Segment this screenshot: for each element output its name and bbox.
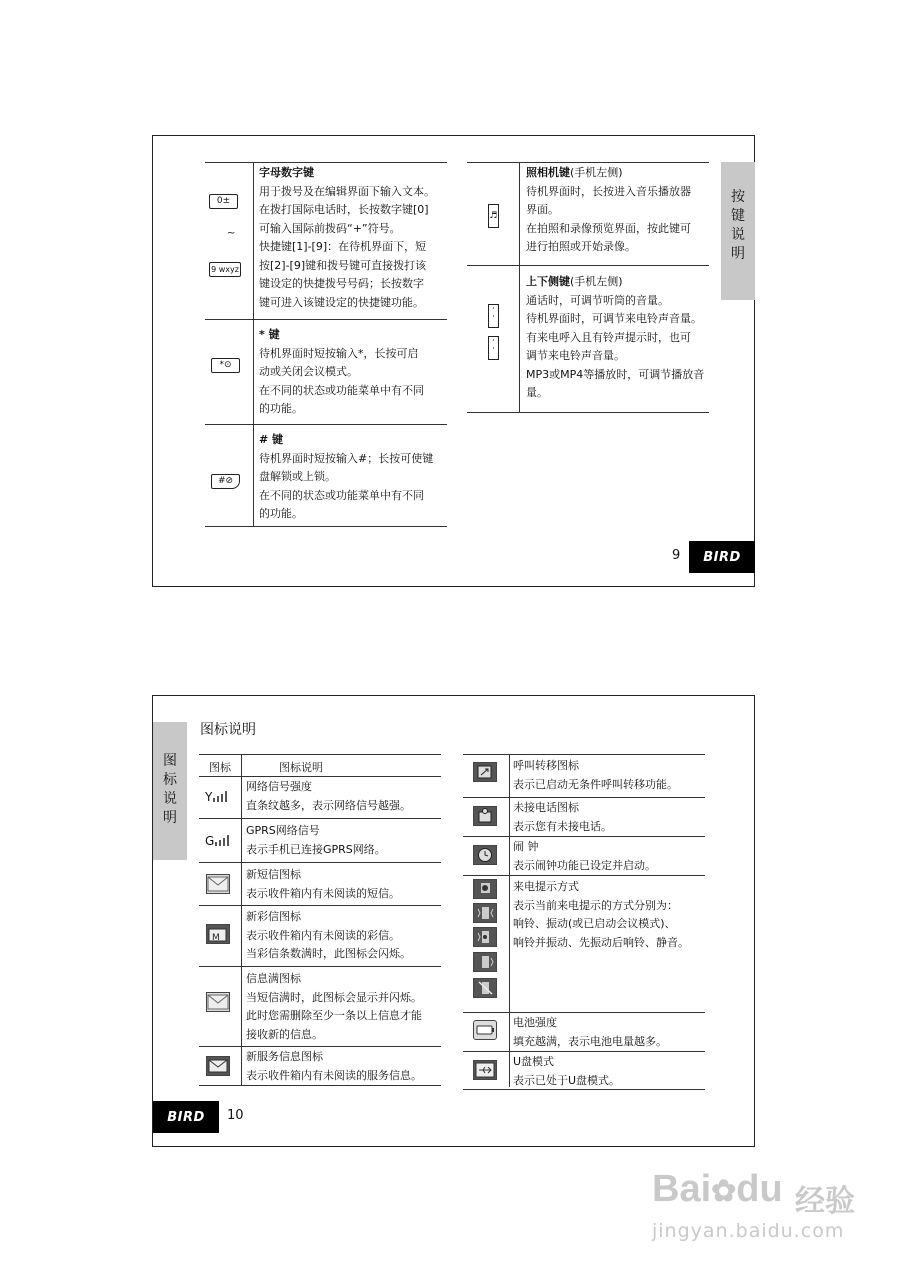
- entry-title: 新短信图标: [246, 868, 301, 881]
- row-rule: [199, 818, 441, 819]
- entry-line: 调节来电铃声音量。: [526, 349, 625, 362]
- column-header-description: 图标说明: [279, 761, 323, 774]
- entry-side-keys: [526, 273, 704, 403]
- entry-usb-mode: [513, 1053, 620, 1090]
- usb-mode-icon: [473, 1060, 497, 1080]
- entry-title: 照相机键: [526, 166, 570, 179]
- gprs-signal-icon: G: [205, 834, 232, 848]
- watermark-url: jingyan.baidu.com: [652, 1220, 845, 1242]
- entry-line: 表示当前来电提示的方式分别为：: [513, 898, 678, 912]
- service-message-icon: [206, 1056, 230, 1076]
- entry-line: 键设定的快捷拨号号码；长按数字: [259, 277, 424, 290]
- entry-missed-call: [513, 799, 612, 836]
- row-rule: [205, 319, 447, 320]
- row-rule: [199, 905, 441, 906]
- vibrate-then-ring-icon: [473, 952, 497, 972]
- entry-line: 待机界面时，可调节来电铃声音量。: [526, 312, 702, 325]
- entry-line: 在拨打国际电话时，长按数字键[0]: [259, 203, 429, 216]
- entry-line: 在拍照和录像预览界面，按此键可: [526, 221, 691, 235]
- entry-line: 填充越满，表示电池电量越多。: [513, 1034, 667, 1048]
- entry-line: 当短信满时，此图标会显示并闪烁。: [246, 990, 422, 1004]
- entry-title: 未接电话图标: [513, 801, 579, 814]
- volume-up-key-icon: · ·: [488, 304, 499, 328]
- entry-title: 信息满图标: [246, 972, 301, 985]
- hash-key-icon: #⊘: [211, 474, 240, 489]
- entry-title: 字母数字键: [259, 166, 314, 179]
- entry-line: 在不同的状态或功能菜单中有不同: [259, 383, 424, 397]
- entry-line: 量。: [526, 386, 548, 399]
- entry-hash-key: [259, 431, 433, 524]
- entry-message-full: [246, 970, 422, 1044]
- row-rule: [199, 862, 441, 863]
- range-tilde: ~: [227, 228, 236, 239]
- entry-title-note: (手机左侧): [570, 275, 623, 288]
- entry-line: 表示收件箱内有未阅读的服务信息。: [246, 1068, 422, 1082]
- entry-title: 闹 钟: [513, 840, 539, 853]
- key-9-icon: 9 wxyz: [209, 262, 241, 277]
- entry-line: 有来电呼入且有铃声提示时，也可: [526, 330, 691, 344]
- paw-icon: ✿: [711, 1175, 737, 1208]
- watermark-brand: Bai✿du: [652, 1168, 783, 1210]
- entry-line: 直条纹越多，表示网络信号越强。: [246, 798, 411, 812]
- entry-title: 上下侧键: [526, 275, 570, 288]
- entry-line: 进行拍照或开始录像。: [526, 240, 636, 253]
- entry-call-forward: [513, 757, 678, 794]
- entry-line: 表示收件箱内有未阅读的彩信。: [246, 928, 400, 942]
- entry-line: 通话时，可调节听筒的音量。: [526, 293, 669, 307]
- row-rule: [463, 1012, 705, 1013]
- entry-battery: [513, 1014, 667, 1051]
- entry-line: 界面。: [526, 203, 559, 216]
- entry-line: 待机界面时短按输入#；长按可使键: [259, 451, 434, 465]
- table-bottom-rule: [467, 412, 709, 413]
- entry-line: 接收新的信息。: [246, 1027, 323, 1041]
- entry-line: 按[2]-[9]键和拨号键可直接拨打该: [259, 258, 427, 272]
- entry-title: 电池强度: [513, 1016, 557, 1029]
- entry-line: 的功能。: [259, 402, 303, 415]
- column-header-icon: 图标: [209, 761, 231, 774]
- entry-star-key: [259, 326, 424, 419]
- watermark-suffix: 经验: [795, 1184, 855, 1219]
- table-top-rule: [205, 162, 447, 163]
- entry-line: 响铃、振动(或已启动会议模式)、: [513, 917, 676, 930]
- svg-text:M: M: [212, 933, 220, 943]
- table-bottom-rule: [463, 1089, 705, 1090]
- entry-line: 的功能。: [259, 507, 303, 520]
- ring-vibrate-icon: [473, 927, 497, 947]
- side-tab-icons: 图 标 说 明: [153, 722, 187, 860]
- column-divider: [509, 754, 510, 1087]
- alarm-clock-icon: [473, 845, 497, 865]
- page-number: 10: [227, 1108, 244, 1123]
- bird-logo: BIRD: [153, 1101, 219, 1133]
- key-0-icon: 0±: [209, 194, 238, 209]
- call-forward-icon: [473, 762, 497, 782]
- entry-signal: [246, 778, 411, 815]
- entry-title: * 键: [259, 328, 280, 341]
- entry-line: 此时您需删除至少一条以上信息才能: [246, 1009, 422, 1022]
- entry-line: 当彩信条数满时，此图标会闪烁。: [246, 947, 411, 960]
- entry-camera-key: [526, 164, 691, 257]
- camera-key-icon: ♬: [488, 204, 499, 228]
- entry-title: # 键: [259, 433, 284, 446]
- entry-title: 呼叫转移图标: [513, 759, 579, 772]
- entry-title: U盘模式: [513, 1055, 555, 1068]
- entry-line: 动或关闭会议模式。: [259, 365, 358, 378]
- missed-call-icon: [473, 806, 497, 826]
- table-bottom-rule: [205, 526, 447, 527]
- row-rule: [205, 424, 447, 425]
- battery-icon: [473, 1020, 497, 1040]
- column-divider: [241, 754, 242, 1085]
- entry-new-sms: [246, 866, 400, 903]
- entry-title: GPRS网络信号: [246, 824, 320, 837]
- table-top-rule: [463, 754, 705, 755]
- entry-new-mms: [246, 908, 411, 964]
- column-divider: [253, 162, 254, 526]
- new-sms-icon: [206, 874, 230, 894]
- entry-line: 可输入国际前拨码“+”符号。: [259, 221, 401, 235]
- row-rule: [463, 875, 705, 876]
- entry-line: 表示收件箱内有未阅读的短信。: [246, 886, 400, 900]
- message-full-icon: [206, 992, 230, 1012]
- entry-title: 网络信号强度: [246, 780, 312, 793]
- row-rule: [463, 836, 705, 837]
- column-divider: [519, 162, 520, 412]
- entry-ring-mode: [513, 878, 689, 952]
- entry-line: 待机界面时短按输入*，长按可启: [259, 346, 419, 360]
- volume-down-key-icon: · ·: [488, 336, 499, 360]
- entry-service-message: [246, 1048, 422, 1085]
- table-top-rule: [467, 162, 709, 163]
- row-rule: [199, 966, 441, 967]
- bird-logo: BIRD: [689, 541, 755, 573]
- entry-line: 键可进入该键设定的快捷键功能。: [259, 295, 424, 309]
- manual-page-10: [152, 695, 755, 1147]
- entry-line: 在不同的状态或功能菜单中有不同: [259, 488, 424, 502]
- table-bottom-rule: [199, 1085, 441, 1086]
- entry-alarm: [513, 838, 656, 875]
- entry-title: 来电提示方式: [513, 880, 579, 893]
- row-rule: [467, 265, 709, 266]
- entry-line: 响铃并振动、先振动后响铃、静音。: [513, 935, 689, 949]
- row-rule: [463, 797, 705, 798]
- vibrate-icon: [473, 903, 497, 923]
- entry-line: 表示您有未接电话。: [513, 819, 612, 833]
- entry-line: 表示已处于U盘模式。: [513, 1073, 621, 1087]
- entry-gprs: [246, 822, 386, 859]
- entry-line: 用于拨号及在编辑界面下输入文本。: [259, 184, 435, 198]
- row-rule: [463, 1051, 705, 1052]
- signal-icon: Y: [205, 790, 230, 804]
- ring-icon: [473, 879, 497, 899]
- side-tab-keys: 按 键 说 明: [721, 162, 755, 300]
- star-key-icon: *⊙: [211, 358, 240, 373]
- new-mms-icon: [206, 924, 230, 944]
- entry-line: 快捷键[1]-[9]：在待机界面下，短: [259, 240, 427, 253]
- entry-alphanumeric-keys: [259, 164, 435, 312]
- entry-line: 表示闹钟功能已设定并启动。: [513, 858, 656, 872]
- entry-line: 待机界面时，长按进入音乐播放器: [526, 184, 691, 198]
- entry-line: 表示已启动无条件呼叫转移功能。: [513, 777, 678, 791]
- silent-icon: [473, 978, 497, 998]
- entry-line: 盘解锁或上锁。: [259, 470, 336, 483]
- header-rule: [199, 776, 441, 777]
- entry-title: 新服务信息图标: [246, 1050, 323, 1063]
- row-rule: [199, 1046, 441, 1047]
- entry-title-note: (手机左侧): [570, 166, 623, 179]
- section-title: 图标说明: [200, 722, 256, 738]
- manual-page-9: [152, 135, 755, 587]
- table-top-rule: [199, 754, 441, 755]
- entry-line: MP3或MP4等播放时，可调节播放音: [526, 367, 705, 381]
- entry-line: 表示手机已连接GPRS网络。: [246, 842, 386, 856]
- page-number: 9: [672, 548, 681, 563]
- entry-title: 新彩信图标: [246, 910, 301, 923]
